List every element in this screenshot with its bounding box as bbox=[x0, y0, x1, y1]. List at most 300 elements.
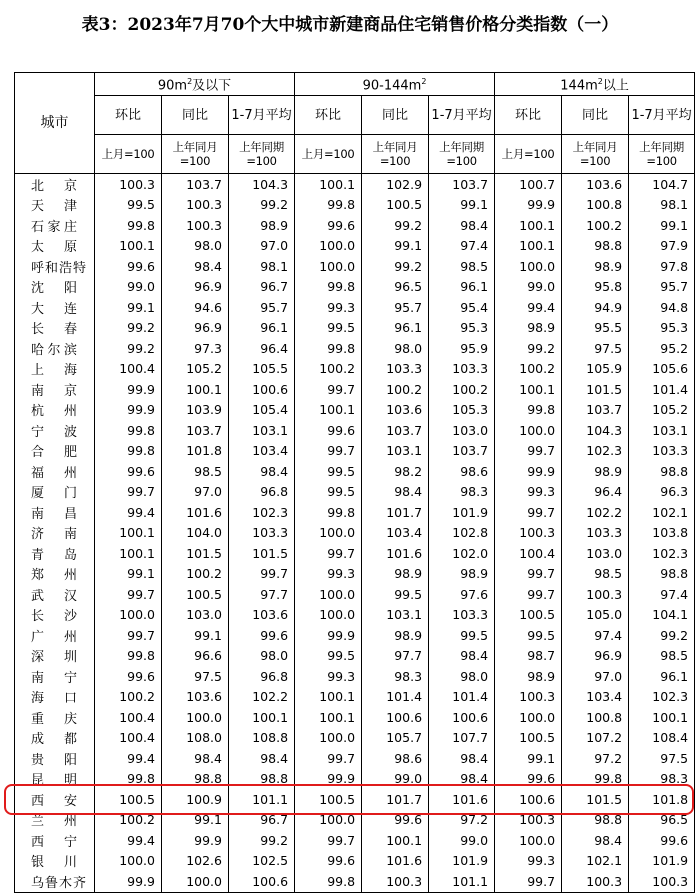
city-cell: 郑州 bbox=[15, 564, 95, 585]
value-cell: 97.0 bbox=[562, 666, 629, 687]
value-cell: 99.1 bbox=[95, 297, 162, 318]
city-cell: 广州 bbox=[15, 625, 95, 646]
price-index-table bbox=[14, 72, 695, 893]
value-cell: 95.9 bbox=[429, 338, 495, 359]
group-header-large: $144m^2$以上 bbox=[495, 73, 695, 96]
mom-header: 环比 bbox=[95, 96, 162, 135]
value-cell: 99.6 bbox=[295, 420, 362, 441]
value-cell: 97.7 bbox=[362, 646, 429, 667]
value-cell: 98.2 bbox=[362, 461, 429, 482]
value-cell: 101.4 bbox=[429, 687, 495, 708]
value-cell: 96.7 bbox=[229, 277, 295, 298]
value-cell: 99.2 bbox=[95, 338, 162, 359]
value-cell: 97.2 bbox=[429, 810, 495, 831]
value-cell: 103.7 bbox=[162, 174, 229, 195]
base-prev-month: 上月=100 bbox=[295, 135, 362, 174]
value-cell: 94.9 bbox=[562, 297, 629, 318]
value-cell: 98.6 bbox=[429, 461, 495, 482]
value-cell: 98.9 bbox=[229, 215, 295, 236]
value-cell: 99.9 bbox=[495, 195, 562, 216]
value-cell: 103.6 bbox=[229, 605, 295, 626]
value-cell: 101.7 bbox=[362, 789, 429, 810]
ytd-avg-header: 1-7月平均 bbox=[229, 96, 295, 135]
value-cell: 97.9 bbox=[629, 236, 695, 257]
value-cell: 108.4 bbox=[629, 728, 695, 749]
value-cell: 97.4 bbox=[629, 584, 695, 605]
value-cell: 97.5 bbox=[629, 748, 695, 769]
city-cell: 大连 bbox=[15, 297, 95, 318]
value-cell: 98.4 bbox=[429, 748, 495, 769]
value-cell: 98.0 bbox=[162, 236, 229, 257]
value-cell: 99.2 bbox=[229, 195, 295, 216]
value-cell: 99.4 bbox=[95, 748, 162, 769]
table-row bbox=[15, 707, 695, 728]
base-prev-year-period: 上年同期=100 bbox=[429, 135, 495, 174]
value-cell: 96.3 bbox=[629, 482, 695, 503]
value-cell: 100.1 bbox=[295, 707, 362, 728]
table-row bbox=[15, 338, 695, 359]
city-cell: 哈尔滨 bbox=[15, 338, 95, 359]
value-cell: 100.3 bbox=[495, 687, 562, 708]
city-cell: 石家庄 bbox=[15, 215, 95, 236]
value-cell: 100.6 bbox=[229, 871, 295, 892]
value-cell: 100.6 bbox=[495, 789, 562, 810]
value-cell: 100.6 bbox=[429, 707, 495, 728]
value-cell: 100.3 bbox=[362, 871, 429, 892]
value-cell: 99.6 bbox=[295, 851, 362, 872]
value-cell: 99.2 bbox=[95, 318, 162, 339]
city-cell: 上海 bbox=[15, 359, 95, 380]
table-row bbox=[15, 851, 695, 872]
value-cell: 103.0 bbox=[562, 543, 629, 564]
value-cell: 100.0 bbox=[295, 810, 362, 831]
table-row bbox=[15, 871, 695, 892]
value-cell: 99.5 bbox=[429, 625, 495, 646]
city-cell: 昆明 bbox=[15, 769, 95, 790]
value-cell: 100.2 bbox=[495, 359, 562, 380]
value-cell: 103.0 bbox=[429, 420, 495, 441]
value-cell: 99.8 bbox=[295, 338, 362, 359]
table-row bbox=[15, 830, 695, 851]
value-cell: 102.3 bbox=[562, 441, 629, 462]
value-cell: 105.3 bbox=[429, 400, 495, 421]
value-cell: 103.9 bbox=[162, 400, 229, 421]
value-cell: 99.8 bbox=[95, 215, 162, 236]
value-cell: 102.0 bbox=[429, 543, 495, 564]
city-cell: 天津 bbox=[15, 195, 95, 216]
value-cell: 100.2 bbox=[362, 379, 429, 400]
value-cell: 99.7 bbox=[495, 584, 562, 605]
value-cell: 99.5 bbox=[295, 482, 362, 503]
value-cell: 100.5 bbox=[362, 195, 429, 216]
table-row bbox=[15, 789, 695, 810]
value-cell: 98.0 bbox=[229, 646, 295, 667]
value-cell: 104.0 bbox=[162, 523, 229, 544]
value-cell: 98.4 bbox=[229, 461, 295, 482]
value-cell: 100.0 bbox=[495, 830, 562, 851]
value-cell: 102.3 bbox=[629, 687, 695, 708]
value-cell: 100.4 bbox=[95, 359, 162, 380]
value-cell: 98.9 bbox=[429, 564, 495, 585]
value-cell: 105.2 bbox=[629, 400, 695, 421]
value-cell: 98.8 bbox=[162, 769, 229, 790]
value-cell: 103.6 bbox=[362, 400, 429, 421]
city-cell: 兰州 bbox=[15, 810, 95, 831]
city-cell: 呼和浩特 bbox=[15, 256, 95, 277]
value-cell: 100.0 bbox=[162, 707, 229, 728]
group-header-small: $90m^2$及以下 bbox=[95, 73, 295, 96]
value-cell: 101.9 bbox=[429, 851, 495, 872]
value-cell: 97.8 bbox=[629, 256, 695, 277]
value-cell: 105.2 bbox=[162, 359, 229, 380]
value-cell: 99.7 bbox=[229, 564, 295, 585]
base-prev-year-period: 上年同期=100 bbox=[229, 135, 295, 174]
value-cell: 103.7 bbox=[562, 400, 629, 421]
value-cell: 100.3 bbox=[562, 584, 629, 605]
value-cell: 96.8 bbox=[229, 666, 295, 687]
value-cell: 103.6 bbox=[562, 174, 629, 195]
value-cell: 99.5 bbox=[95, 195, 162, 216]
value-cell: 100.2 bbox=[429, 379, 495, 400]
value-cell: 98.4 bbox=[429, 646, 495, 667]
city-cell: 青岛 bbox=[15, 543, 95, 564]
value-cell: 103.7 bbox=[362, 420, 429, 441]
value-cell: 97.6 bbox=[429, 584, 495, 605]
value-cell: 96.4 bbox=[562, 482, 629, 503]
value-cell: 102.2 bbox=[562, 502, 629, 523]
value-cell: 97.0 bbox=[162, 482, 229, 503]
value-cell: 97.5 bbox=[162, 666, 229, 687]
value-cell: 101.5 bbox=[162, 543, 229, 564]
value-cell: 96.5 bbox=[362, 277, 429, 298]
city-cell: 厦门 bbox=[15, 482, 95, 503]
value-cell: 99.8 bbox=[295, 502, 362, 523]
value-cell: 108.0 bbox=[162, 728, 229, 749]
value-cell: 99.4 bbox=[95, 830, 162, 851]
value-cell: 105.6 bbox=[629, 359, 695, 380]
table-row bbox=[15, 748, 695, 769]
value-cell: 99.1 bbox=[162, 810, 229, 831]
value-cell: 99.7 bbox=[95, 482, 162, 503]
value-cell: 97.2 bbox=[562, 748, 629, 769]
value-cell: 101.4 bbox=[362, 687, 429, 708]
value-cell: 100.1 bbox=[229, 707, 295, 728]
city-cell: 长春 bbox=[15, 318, 95, 339]
value-cell: 101.1 bbox=[229, 789, 295, 810]
value-cell: 103.1 bbox=[362, 605, 429, 626]
value-cell: 102.3 bbox=[229, 502, 295, 523]
value-cell: 100.1 bbox=[162, 379, 229, 400]
value-cell: 103.0 bbox=[162, 605, 229, 626]
table-row bbox=[15, 810, 695, 831]
value-cell: 98.4 bbox=[429, 215, 495, 236]
value-cell: 99.9 bbox=[495, 461, 562, 482]
value-cell: 102.3 bbox=[629, 543, 695, 564]
value-cell: 102.5 bbox=[229, 851, 295, 872]
value-cell: 108.8 bbox=[229, 728, 295, 749]
table-row bbox=[15, 195, 695, 216]
value-cell: 103.7 bbox=[162, 420, 229, 441]
value-cell: 99.1 bbox=[162, 625, 229, 646]
value-cell: 98.3 bbox=[429, 482, 495, 503]
value-cell: 100.6 bbox=[362, 707, 429, 728]
base-prev-year-month: 上年同月=100 bbox=[562, 135, 629, 174]
value-cell: 100.0 bbox=[295, 584, 362, 605]
table-row bbox=[15, 297, 695, 318]
table-row bbox=[15, 584, 695, 605]
table-row bbox=[15, 769, 695, 790]
mom-header: 环比 bbox=[295, 96, 362, 135]
value-cell: 99.2 bbox=[629, 625, 695, 646]
value-cell: 98.7 bbox=[495, 646, 562, 667]
yoy-header: 同比 bbox=[562, 96, 629, 135]
value-cell: 99.7 bbox=[295, 543, 362, 564]
value-cell: 98.8 bbox=[562, 810, 629, 831]
value-cell: 103.7 bbox=[429, 441, 495, 462]
value-cell: 98.4 bbox=[562, 830, 629, 851]
ytd-avg-header: 1-7月平均 bbox=[429, 96, 495, 135]
value-cell: 98.8 bbox=[229, 769, 295, 790]
value-cell: 98.9 bbox=[562, 461, 629, 482]
value-cell: 101.5 bbox=[562, 789, 629, 810]
value-cell: 100.5 bbox=[495, 605, 562, 626]
value-cell: 100.2 bbox=[95, 687, 162, 708]
base-prev-year-period: 上年同期=100 bbox=[629, 135, 695, 174]
city-cell: 杭州 bbox=[15, 400, 95, 421]
value-cell: 96.9 bbox=[562, 646, 629, 667]
city-cell: 南京 bbox=[15, 379, 95, 400]
value-cell: 104.7 bbox=[629, 174, 695, 195]
value-cell: 100.0 bbox=[95, 605, 162, 626]
value-cell: 99.0 bbox=[495, 277, 562, 298]
table-row bbox=[15, 441, 695, 462]
value-cell: 98.1 bbox=[229, 256, 295, 277]
value-cell: 97.3 bbox=[162, 338, 229, 359]
city-cell: 太原 bbox=[15, 236, 95, 257]
value-cell: 99.6 bbox=[95, 461, 162, 482]
value-cell: 105.0 bbox=[562, 605, 629, 626]
base-prev-year-month: 上年同月=100 bbox=[362, 135, 429, 174]
value-cell: 99.7 bbox=[495, 502, 562, 523]
value-cell: 98.4 bbox=[162, 256, 229, 277]
value-cell: 100.0 bbox=[95, 851, 162, 872]
city-cell: 乌鲁木齐 bbox=[15, 871, 95, 892]
value-cell: 99.8 bbox=[295, 277, 362, 298]
value-cell: 99.7 bbox=[495, 871, 562, 892]
value-cell: 100.3 bbox=[629, 871, 695, 892]
value-cell: 99.0 bbox=[362, 769, 429, 790]
value-cell: 101.6 bbox=[429, 789, 495, 810]
value-cell: 99.9 bbox=[95, 871, 162, 892]
value-cell: 100.0 bbox=[495, 256, 562, 277]
value-cell: 99.2 bbox=[362, 256, 429, 277]
value-cell: 99.9 bbox=[295, 769, 362, 790]
table-row bbox=[15, 359, 695, 380]
value-cell: 100.3 bbox=[95, 174, 162, 195]
value-cell: 103.3 bbox=[429, 605, 495, 626]
value-cell: 99.8 bbox=[95, 441, 162, 462]
value-cell: 100.1 bbox=[495, 236, 562, 257]
value-cell: 98.5 bbox=[429, 256, 495, 277]
value-cell: 99.6 bbox=[229, 625, 295, 646]
value-cell: 100.0 bbox=[295, 236, 362, 257]
value-cell: 96.1 bbox=[362, 318, 429, 339]
value-cell: 102.1 bbox=[629, 502, 695, 523]
value-cell: 99.3 bbox=[295, 564, 362, 585]
value-cell: 99.1 bbox=[495, 748, 562, 769]
value-cell: 103.1 bbox=[229, 420, 295, 441]
value-cell: 100.1 bbox=[495, 379, 562, 400]
value-cell: 103.3 bbox=[562, 523, 629, 544]
value-cell: 95.2 bbox=[629, 338, 695, 359]
value-cell: 99.9 bbox=[95, 379, 162, 400]
value-cell: 99.7 bbox=[295, 379, 362, 400]
value-cell: 95.8 bbox=[562, 277, 629, 298]
value-cell: 103.4 bbox=[362, 523, 429, 544]
value-cell: 96.1 bbox=[429, 277, 495, 298]
value-cell: 100.4 bbox=[95, 707, 162, 728]
city-cell: 西宁 bbox=[15, 830, 95, 851]
value-cell: 101.7 bbox=[362, 502, 429, 523]
table-row bbox=[15, 420, 695, 441]
value-cell: 100.5 bbox=[495, 728, 562, 749]
value-cell: 100.0 bbox=[295, 728, 362, 749]
value-cell: 100.1 bbox=[295, 174, 362, 195]
value-cell: 99.6 bbox=[95, 666, 162, 687]
value-cell: 97.5 bbox=[562, 338, 629, 359]
value-cell: 100.1 bbox=[295, 400, 362, 421]
city-cell: 合肥 bbox=[15, 441, 95, 462]
value-cell: 99.5 bbox=[295, 318, 362, 339]
table-row bbox=[15, 564, 695, 585]
value-cell: 98.6 bbox=[362, 748, 429, 769]
value-cell: 103.3 bbox=[362, 359, 429, 380]
value-cell: 95.3 bbox=[629, 318, 695, 339]
city-cell: 北京 bbox=[15, 174, 95, 195]
value-cell: 99.2 bbox=[229, 830, 295, 851]
value-cell: 95.3 bbox=[429, 318, 495, 339]
table-row bbox=[15, 543, 695, 564]
value-cell: 102.2 bbox=[229, 687, 295, 708]
city-cell: 南昌 bbox=[15, 502, 95, 523]
value-cell: 104.3 bbox=[229, 174, 295, 195]
value-cell: 99.8 bbox=[95, 646, 162, 667]
city-cell: 济南 bbox=[15, 523, 95, 544]
value-cell: 99.5 bbox=[495, 625, 562, 646]
value-cell: 100.1 bbox=[629, 707, 695, 728]
value-cell: 101.8 bbox=[629, 789, 695, 810]
value-cell: 98.4 bbox=[429, 769, 495, 790]
value-cell: 102.9 bbox=[362, 174, 429, 195]
value-cell: 100.2 bbox=[295, 359, 362, 380]
base-prev-year-month: 上年同月=100 bbox=[162, 135, 229, 174]
value-cell: 101.9 bbox=[629, 851, 695, 872]
value-cell: 100.0 bbox=[295, 256, 362, 277]
city-cell: 福州 bbox=[15, 461, 95, 482]
value-cell: 99.8 bbox=[95, 769, 162, 790]
value-cell: 98.4 bbox=[229, 748, 295, 769]
base-prev-month: 上月=100 bbox=[495, 135, 562, 174]
value-cell: 103.4 bbox=[229, 441, 295, 462]
value-cell: 97.0 bbox=[229, 236, 295, 257]
city-cell: 成都 bbox=[15, 728, 95, 749]
value-cell: 101.6 bbox=[162, 502, 229, 523]
value-cell: 103.8 bbox=[629, 523, 695, 544]
value-cell: 99.8 bbox=[495, 400, 562, 421]
value-cell: 95.7 bbox=[229, 297, 295, 318]
value-cell: 99.3 bbox=[495, 851, 562, 872]
value-cell: 99.7 bbox=[295, 830, 362, 851]
value-cell: 99.6 bbox=[629, 830, 695, 851]
value-cell: 100.2 bbox=[95, 810, 162, 831]
value-cell: 99.9 bbox=[95, 400, 162, 421]
value-cell: 99.4 bbox=[95, 502, 162, 523]
value-cell: 98.8 bbox=[629, 564, 695, 585]
value-cell: 95.5 bbox=[562, 318, 629, 339]
value-cell: 100.1 bbox=[295, 687, 362, 708]
value-cell: 95.4 bbox=[429, 297, 495, 318]
value-cell: 94.8 bbox=[629, 297, 695, 318]
value-cell: 98.9 bbox=[495, 666, 562, 687]
value-cell: 100.5 bbox=[295, 789, 362, 810]
table-row bbox=[15, 318, 695, 339]
table-row bbox=[15, 728, 695, 749]
value-cell: 100.7 bbox=[495, 174, 562, 195]
value-cell: 102.8 bbox=[429, 523, 495, 544]
value-cell: 99.0 bbox=[429, 830, 495, 851]
value-cell: 97.4 bbox=[429, 236, 495, 257]
value-cell: 99.7 bbox=[495, 441, 562, 462]
table-row bbox=[15, 215, 695, 236]
value-cell: 99.3 bbox=[495, 482, 562, 503]
value-cell: 96.1 bbox=[229, 318, 295, 339]
value-cell: 98.4 bbox=[362, 482, 429, 503]
value-cell: 96.1 bbox=[629, 666, 695, 687]
value-cell: 99.2 bbox=[362, 215, 429, 236]
value-cell: 96.7 bbox=[229, 810, 295, 831]
value-cell: 100.0 bbox=[495, 707, 562, 728]
value-cell: 99.6 bbox=[295, 215, 362, 236]
value-cell: 100.9 bbox=[162, 789, 229, 810]
value-cell: 100.2 bbox=[562, 215, 629, 236]
value-cell: 99.9 bbox=[162, 830, 229, 851]
value-cell: 98.8 bbox=[629, 461, 695, 482]
city-cell: 沈阳 bbox=[15, 277, 95, 298]
value-cell: 99.7 bbox=[495, 564, 562, 585]
value-cell: 101.8 bbox=[162, 441, 229, 462]
value-cell: 100.3 bbox=[495, 523, 562, 544]
value-cell: 97.4 bbox=[562, 625, 629, 646]
value-cell: 103.3 bbox=[429, 359, 495, 380]
value-cell: 100.0 bbox=[495, 420, 562, 441]
value-cell: 99.8 bbox=[562, 769, 629, 790]
value-cell: 103.4 bbox=[562, 687, 629, 708]
city-cell: 海口 bbox=[15, 687, 95, 708]
value-cell: 100.4 bbox=[495, 543, 562, 564]
value-cell: 98.4 bbox=[162, 748, 229, 769]
value-cell: 99.7 bbox=[95, 584, 162, 605]
value-cell: 99.1 bbox=[429, 195, 495, 216]
city-column-header: 城市 bbox=[15, 73, 95, 174]
base-header-row bbox=[15, 135, 695, 174]
value-cell: 101.5 bbox=[562, 379, 629, 400]
yoy-header: 同比 bbox=[362, 96, 429, 135]
value-cell: 97.7 bbox=[229, 584, 295, 605]
value-cell: 103.7 bbox=[429, 174, 495, 195]
value-cell: 101.1 bbox=[429, 871, 495, 892]
table-row bbox=[15, 666, 695, 687]
value-cell: 100.8 bbox=[562, 195, 629, 216]
